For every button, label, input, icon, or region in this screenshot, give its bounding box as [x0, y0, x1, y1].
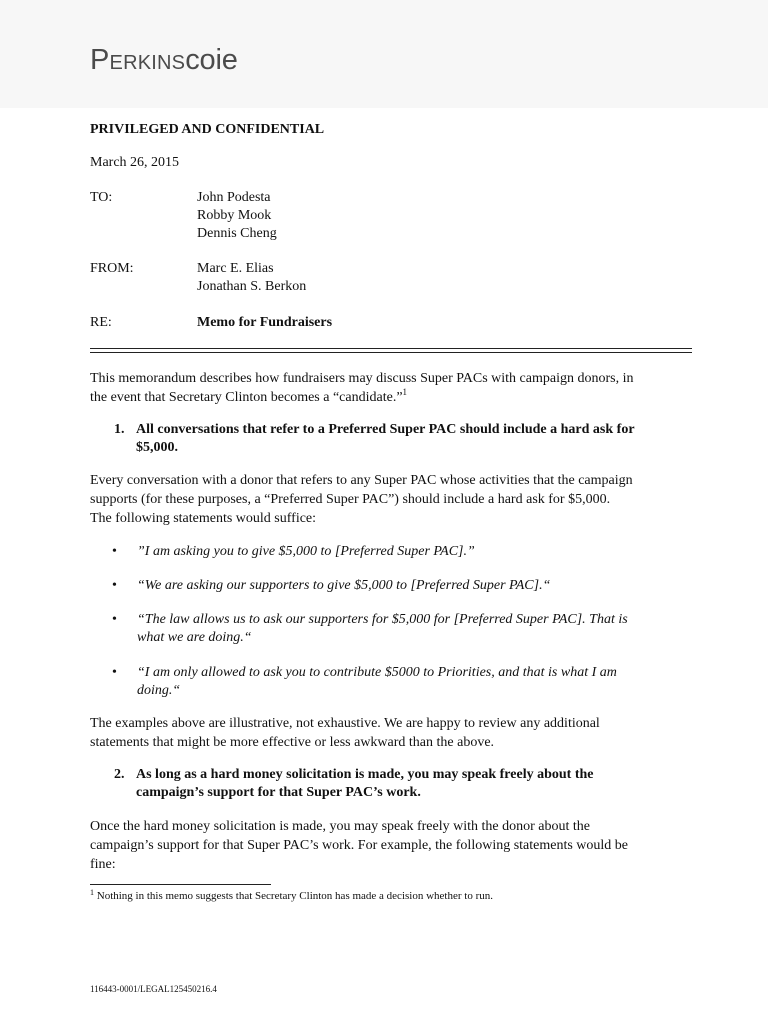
recipient: Robby Mook [197, 208, 272, 223]
recipient: Dennis Cheng [197, 226, 277, 241]
section-1-paragraph: Every conversation with a donor that refers to any Super PAC whose activities that the campaign supports (for these purposes, a “Preferred Super PAC”) should include a hard ask for $5,000. The following statements would suffice: [90, 473, 633, 526]
from-senders [197, 260, 306, 296]
bullet-icon: • [112, 544, 117, 559]
logo-perkins: Perkins [90, 44, 186, 76]
bullet-icon: • [112, 578, 117, 593]
footnote-number: 1 [90, 888, 94, 897]
footnote-marker: 1 [402, 387, 408, 397]
intro-paragraph: This memorandum describes how fundraisers may discuss Super PACs with campaign donors, in the event that Secretary Clinton becomes a “candidate.”$^1$ [90, 371, 634, 405]
section-2-paragraph: Once the hard money solicitation is made, you may speak freely with the donor about the campaign’s support for that Super PAC’s work. For example, the following statements would be fine: [90, 819, 629, 872]
document-id: 116443-0001/LEGAL125450216.4 [90, 984, 217, 994]
re-label: RE: [90, 315, 112, 330]
sender: Jonathan S. Berkon [197, 279, 307, 294]
perkins-coie-logo [90, 40, 238, 80]
recipient: John Podesta [197, 190, 271, 205]
footnote: $^1$ Nothing in this memo suggests that Secretary Clinton has made a decision whether to run. [90, 888, 493, 902]
footnote-separator [90, 884, 271, 885]
memo-date: March 26, 2015 [90, 155, 180, 170]
from-label: FROM: [90, 261, 134, 276]
bullet-icon: • [112, 665, 117, 680]
double-rule-bottom [90, 352, 692, 353]
re-subject: Memo for Fundraisers [197, 315, 333, 330]
to-label: TO: [90, 190, 113, 205]
double-rule-top [90, 348, 692, 349]
sender: Marc E. Elias [197, 261, 274, 276]
bullet-icon: • [112, 612, 117, 627]
examples-paragraph: The examples above are illustrative, not exhaustive. We are happy to review any additional statements that might be more effective or less awkward than the above. [90, 716, 600, 750]
logo-coie: coie [185, 44, 238, 76]
to-recipients [197, 189, 277, 243]
privileged-heading: PRIVILEGED AND CONFIDENTIAL [90, 122, 325, 137]
